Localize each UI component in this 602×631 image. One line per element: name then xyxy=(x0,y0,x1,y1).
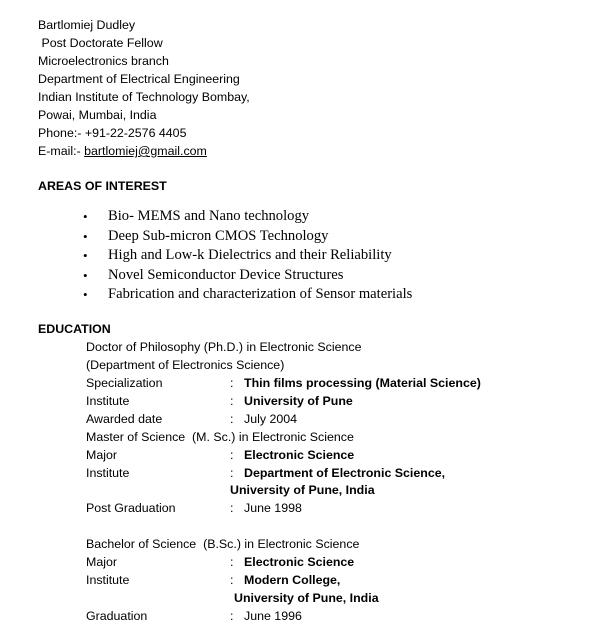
contact-email xyxy=(38,142,207,160)
contact-phone xyxy=(38,124,186,142)
bsc-institute-continuation xyxy=(0,589,602,607)
phd-awarded-row xyxy=(0,410,602,428)
msc-degree: Master of Science (M. Sc.) in Electronic Science xyxy=(86,430,354,444)
field-label: Institute xyxy=(86,466,130,480)
interest-text: High and Low-k Dielectrics and their Reliability xyxy=(108,247,392,263)
contact-institute: Indian Institute of Technology Bombay, xyxy=(38,90,250,104)
interest-text: Bio- MEMS and Nano technology xyxy=(108,208,310,224)
field-label: Major xyxy=(86,448,117,462)
field-colon: : xyxy=(230,376,234,390)
bsc-institute-row xyxy=(0,571,602,589)
msc-institute-row xyxy=(0,464,602,482)
interest-text: Fabrication and characterization of Sensor materials xyxy=(108,286,413,302)
interest-text: Novel Semiconductor Device Structures xyxy=(108,266,344,283)
field-value: Thin films processing (Material Science) xyxy=(244,376,481,390)
bullet-icon: • xyxy=(83,248,88,263)
field-colon: : xyxy=(230,448,234,462)
field-value: University of Pune xyxy=(244,394,353,408)
field-label: Major xyxy=(86,555,117,569)
contact-location: Powai, Mumbai, India xyxy=(38,108,157,122)
field-value: July 2004 xyxy=(244,412,298,426)
field-label: Institute xyxy=(86,573,130,587)
field-colon: : xyxy=(230,501,234,515)
bullet-icon: • xyxy=(83,287,88,302)
bullet-icon: • xyxy=(83,267,88,283)
msc-institute-continuation xyxy=(0,481,602,499)
field-value: June 1998 xyxy=(244,501,302,515)
field-value: June 1996 xyxy=(244,609,302,623)
msc-major-row xyxy=(0,446,602,464)
field-value: Electronic Science xyxy=(244,448,355,462)
field-colon: : xyxy=(230,573,234,587)
field-label: Awarded date xyxy=(86,412,163,426)
phd-institute-row xyxy=(0,392,602,410)
bullet-icon: • xyxy=(83,228,88,244)
field-colon: : xyxy=(230,609,234,623)
contact-name: Bartlomiej Dudley xyxy=(38,18,136,32)
email-link[interactable]: bartlomiej@gmail.com xyxy=(84,144,207,158)
bsc-degree: Bachelor of Science (B.Sc.) in Electronic Science xyxy=(86,537,360,551)
bsc-major-row xyxy=(0,553,602,571)
msc-postgrad-row xyxy=(0,499,602,517)
field-colon: : xyxy=(230,466,234,480)
field-label: Institute xyxy=(86,394,130,408)
phd-degree: Doctor of Philosophy (Ph.D.) in Electronic Science xyxy=(86,340,362,354)
field-colon: : xyxy=(230,555,234,569)
bullet-icon: • xyxy=(83,209,88,224)
field-label: Post Graduation xyxy=(86,501,176,515)
field-value-continuation: University of Pune, India xyxy=(230,483,375,497)
field-colon: : xyxy=(230,394,234,408)
interests-heading: AREAS OF INTEREST xyxy=(38,179,167,193)
field-value: Modern College, xyxy=(244,573,341,587)
field-value-continuation: University of Pune, India xyxy=(234,591,379,605)
field-label: Specialization xyxy=(86,376,163,390)
contact-branch: Microelectronics branch xyxy=(38,54,169,68)
field-label: Graduation xyxy=(86,609,148,623)
phone-number: +91-22-2576 4405 xyxy=(84,126,187,140)
bsc-graduation-row xyxy=(0,607,602,625)
phone-label: Phone:- xyxy=(38,126,85,140)
interest-text: Deep Sub-micron CMOS Technology xyxy=(108,227,329,244)
phd-specialization-row xyxy=(0,374,602,392)
field-value: Department of Electronic Science, xyxy=(244,466,446,480)
contact-position: Post Doctorate Fellow xyxy=(38,36,163,50)
field-colon: : xyxy=(230,412,234,426)
field-value: Electronic Science xyxy=(244,555,355,569)
email-label: E-mail:- xyxy=(38,144,85,158)
phd-department: (Department of Electronics Science) xyxy=(86,358,285,372)
contact-department: Department of Electrical Engineering xyxy=(38,72,240,86)
education-heading: EDUCATION xyxy=(38,322,111,336)
